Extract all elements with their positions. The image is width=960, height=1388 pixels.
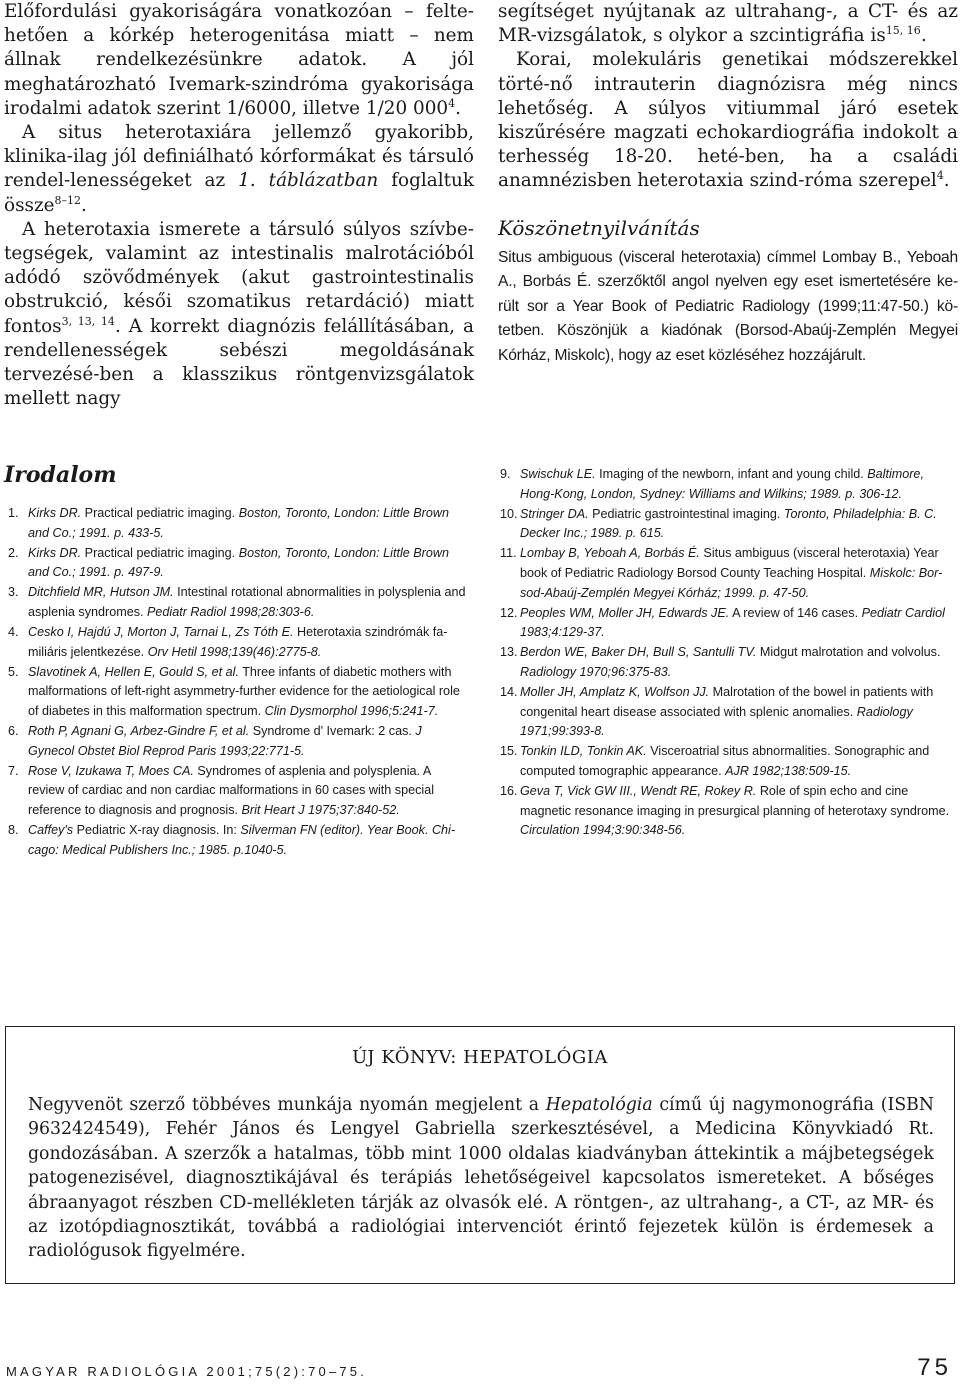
- references-left-list: [8, 504, 468, 861]
- reference-title: Syndrome d' Ivemark: 2 cas.: [249, 724, 416, 739]
- reference-item: [500, 643, 955, 682]
- citation: 4: [448, 96, 456, 110]
- new-book-box: [5, 1026, 955, 1284]
- reference-item: [500, 544, 955, 603]
- paragraph: [4, 218, 474, 412]
- table-reference: 1. táblázatban: [238, 170, 379, 192]
- reference-authors: Slavotinek A, Hellen E, Gould S, et al.: [28, 664, 239, 679]
- reference-title: Imaging of the newborn, infant and young child.: [595, 467, 868, 481]
- reference-source: Boston, Toronto, London: Little Brown and Co.; 1991. p. 433-5.: [28, 506, 449, 540]
- reference-item: [500, 683, 955, 742]
- reference-item: [8, 544, 468, 583]
- left-body-text: [4, 0, 474, 411]
- reference-source: Brit Heart J 1975;37:840-52.: [241, 802, 400, 817]
- paragraph: [4, 121, 474, 218]
- reference-source: Clin Dysmorphol 1996;5:241-7.: [264, 703, 439, 718]
- reference-item: [8, 504, 468, 543]
- paragraph-text: .: [920, 25, 927, 47]
- citation: 15, 16: [885, 24, 921, 38]
- reference-source: Orv Hetil 1998;139(46):2775-8.: [147, 644, 322, 659]
- reference-authors: Cesko I, Hajdú J, Morton J, Tarnai L, Zs Tóth E.: [28, 625, 294, 640]
- reference-number: 5.: [8, 664, 19, 679]
- reference-authors: Geva T, Vick GW III., Wendt RE, Rokey R.: [520, 784, 757, 798]
- reference-source: Miskolc: Bor-sod-Abaúj-Zemplén Megyei Kórház; 1999. p. 47-50.: [520, 565, 943, 600]
- reference-number: 6.: [8, 724, 19, 739]
- reference-source: Toronto, Philadelphia: B. C. Decker Inc.; 1989. p. 615.: [520, 506, 937, 541]
- reference-item: [500, 782, 955, 841]
- box-text-part: című új nagymonográfia (ISBN 9632424549), Fehér János és Lengyel Gabriella szerkesztésével, a Medicina Könyvkiadó Rt. gondozásában. A szerzők a hatalmas, több mint 1000 oldalas kiadványban áttekintik a májbetegségek patogenezisével, diagnosztikájával és terápiás lehetőségeivel kapcsolatos ismereteket. A bőséges ábraanyagot részben CD-mellékleten tárják az olvasók elé. A röntgen-, az ultrahang-, a CT-, az MR- és az izotópdiagnosztikát, továbbá a radiológiai intervenciót érintő fejezetek külön is érdemesek a radiológusok figyelmére.: [28, 1095, 934, 1262]
- reference-title: Heterotaxia szindrómák fa-miliáris jelentkezése.: [28, 625, 448, 659]
- right-column: [498, 0, 958, 368]
- reference-source: Radiology 1971;99:393-8.: [520, 704, 913, 739]
- reference-item: [8, 663, 468, 722]
- paragraph-text: Előfordulási gyakoriságára vonatkozóan – felte-hetően a kórkép heterogenitása miatt – nem állnak rendelkezésünkre adatok. A jól meghatározható Ivemark-szindróma gyakorisága irodalmi adatok szerint 1/6000, illetve 1/20 000: [4, 1, 474, 119]
- paragraph-text: Korai, molekuláris genetikai módszerekkel törté-nő intrauterin diagnózisra még nincs lehetőség. A súlyos vitiummal járó esetek kiszűrésére magzati echokardiográfia indokolt a terhesség 18-20. heté-ben, ha a családi anamnézisben heterotaxia szind-róma szerepel: [498, 49, 958, 192]
- paragraph-text: segítséget nyújtanak az ultrahang-, a CT- és az MR-vizsgálatok, s olykor a szcintigráfia is: [498, 1, 958, 47]
- reference-title: Practical pediatric imaging.: [81, 506, 239, 520]
- reference-number: 9.: [500, 467, 511, 481]
- page-number: 75: [917, 1354, 952, 1381]
- reference-authors: Kirks DR.: [28, 506, 82, 520]
- reference-item: [500, 604, 955, 643]
- reference-number: 14.: [500, 685, 518, 700]
- reference-authors: Ditchfield MR, Hutson JM.: [28, 585, 174, 600]
- reference-number: 11.: [500, 546, 517, 561]
- references-right-list: [500, 465, 955, 841]
- reference-number: 15.: [500, 744, 518, 759]
- reference-source: Radiology 1970;96:375-83.: [520, 664, 672, 679]
- paragraph-text: .: [455, 97, 461, 119]
- reference-item: [500, 465, 955, 504]
- citation: 8–12: [54, 193, 82, 207]
- reference-title: Practical pediatric imaging.: [81, 545, 239, 560]
- reference-title: Malrotation of the bowel in patients with congenital heart disease associated with splenic anomalies.: [520, 685, 934, 719]
- reference-title: Role of spin echo and cine magnetic resonance imaging in presurgical planning of heterotaxy syndrome.: [520, 784, 950, 818]
- reference-title: Intestinal rotational abnormalities in polysplenia and asplenia syndromes.: [28, 585, 466, 619]
- journal-footer: MAGYAR RADIOLÓGIA 2001;75(2):70–75.: [6, 1364, 368, 1379]
- reference-source: Pediatr Cardiol 1983;4:129-37.: [520, 605, 945, 640]
- reference-item: [500, 742, 955, 781]
- reference-number: 3.: [8, 585, 19, 600]
- reference-number: 10.: [500, 506, 518, 521]
- box-title: ÚJ KÖNYV: HEPATOLÓGIA: [352, 1047, 608, 1068]
- reference-number: 1.: [8, 506, 19, 520]
- reference-title: Pediatric X-ray diagnosis. In:: [73, 823, 241, 837]
- reference-number: 2.: [8, 545, 19, 560]
- reference-item: [8, 821, 468, 860]
- paragraph: [4, 0, 474, 121]
- box-text: [28, 1093, 934, 1264]
- reference-item: [8, 722, 468, 761]
- reference-item: [8, 762, 468, 821]
- reference-authors: Berdon WE, Baker DH, Bull S, Santulli TV.: [520, 645, 757, 660]
- reference-title: Situs ambiguus (visceral heterotaxia) Year book of Pediatric Radiology Borsod County Teaching Hospital.: [520, 546, 939, 580]
- reference-source: AJR 1982;138:509-15.: [725, 763, 852, 778]
- reference-authors: Moller JH, Amplatz K, Wolfson JJ.: [520, 685, 710, 700]
- paragraph-text: .: [943, 170, 950, 192]
- reference-authors: Roth P, Agnani G, Arbez-Gindre F, et al.: [28, 724, 250, 739]
- citation: 3, 13, 14: [61, 314, 115, 328]
- reference-source: Baltimore, Hong-Kong, London, Sydney: Williams and Wilkins; 1989. p. 306-12.: [520, 467, 924, 501]
- paragraph-text: . A korrekt diagnózis felállításában, a rendellenességek sebészi megoldásának tervezésé-ben a klasszikus röntgenvizsgálatok mellett nagy: [4, 315, 474, 410]
- reference-authors: Lombay B, Yeboah A, Borbás É.: [520, 546, 700, 561]
- reference-authors: Kirks DR.: [28, 545, 82, 560]
- reference-source: J Gynecol Obstet Biol Reprod Paris 1993;22:771-5.: [28, 724, 422, 758]
- reference-number: 7.: [8, 763, 19, 778]
- reference-title: Three infants of diabetic mothers with malformations of left-right asymmetry-further evidence for the aetiological role of diabetes in this malformation spectrum.: [28, 664, 460, 718]
- reference-title: Midgut malrotation and volvolus.: [756, 645, 941, 660]
- book-title: Hepatológia: [545, 1095, 653, 1115]
- reference-title: A review of 146 cases.: [729, 605, 862, 620]
- reference-item: [8, 583, 468, 622]
- reference-authors: Rose V, Izukawa T, Moes CA.: [28, 763, 194, 778]
- acknowledgement-title: Köszönetnyilvánítás: [498, 215, 700, 240]
- reference-number: 4.: [8, 625, 19, 640]
- paragraph-text: .: [81, 194, 87, 216]
- reference-authors: Stringer DA.: [520, 506, 589, 521]
- right-body-text: [498, 0, 958, 194]
- reference-item: [500, 505, 955, 544]
- acknowledgement-text: Situs ambiguous (visceral heterotaxia) címmel Lombay B., Yeboah A., Borbás É. szerzőktől angol nyelven egy eset ismertetésére ke-rült sor a Year Book of Pediatric Radiology (1999;11:47-50.) kö-tetben. Köszönjük a kiadónak (Borsod-Abaúj-Zemplén Megyei Kórház, Miskolc), hogy az eset közléséhez hozzájárult.: [498, 248, 958, 364]
- references-title: Irodalom: [4, 462, 117, 488]
- reference-authors: Peoples WM, Moller JH, Edwards JE.: [520, 605, 730, 620]
- reference-title: Pediatric gastrointestinal imaging.: [588, 506, 784, 521]
- paragraph-text: A situs heterotaxiára jellemző gyakoribb, klinika-ilag jól definiálható kórformákat és társuló rendel-lenességeket az: [4, 122, 474, 192]
- reference-authors: Caffey's: [28, 823, 74, 837]
- reference-number: 12.: [500, 605, 518, 620]
- paragraph: [498, 48, 958, 193]
- reference-authors: Swischuk LE.: [520, 467, 596, 481]
- reference-number: 16.: [500, 784, 518, 798]
- reference-source: Boston, Toronto, London: Little Brown and Co.; 1991. p. 497-9.: [28, 545, 449, 580]
- box-text-part: Negyvenöt szerző többéves munkája nyomán megjelent a: [28, 1095, 546, 1115]
- reference-number: 13.: [500, 645, 518, 660]
- paragraph-text: foglaltuk össze: [4, 170, 474, 216]
- reference-title: Syndromes of asplenia and polysplenia. A review of cardiac and non cardiac malformations in 60 cases with special reference to diagnosis and prognosis.: [28, 763, 434, 817]
- citation: 4: [936, 169, 944, 183]
- reference-item: [8, 623, 468, 662]
- left-column: [4, 0, 474, 411]
- reference-number: 8.: [8, 823, 19, 837]
- reference-authors: Tonkin ILD, Tonkin AK.: [520, 744, 647, 759]
- paragraph: [498, 0, 958, 48]
- reference-source: Circulation 1994;3:90:348-56.: [520, 823, 686, 838]
- reference-title: Visceroatrial situs abnormalities. Sonographic and computed tomographic appearance.: [520, 744, 930, 778]
- reference-source: Pediatr Radiol 1998;28:303-6.: [147, 604, 315, 619]
- paragraph-text: A heterotaxia ismerete a társuló súlyos szívbe-tegségek, valamint az intestinalis malrotációból adódó szövődmények (akut gastrointestinalis obstrukció, késői szomatikus retardáció) miatt fontos: [4, 218, 474, 337]
- reference-source: (editor). Year Book. Chi-cago: Medical Publishers Inc.; 1985. p.1040-5.: [28, 823, 456, 857]
- reference-source: Silverman FN: [240, 823, 317, 837]
